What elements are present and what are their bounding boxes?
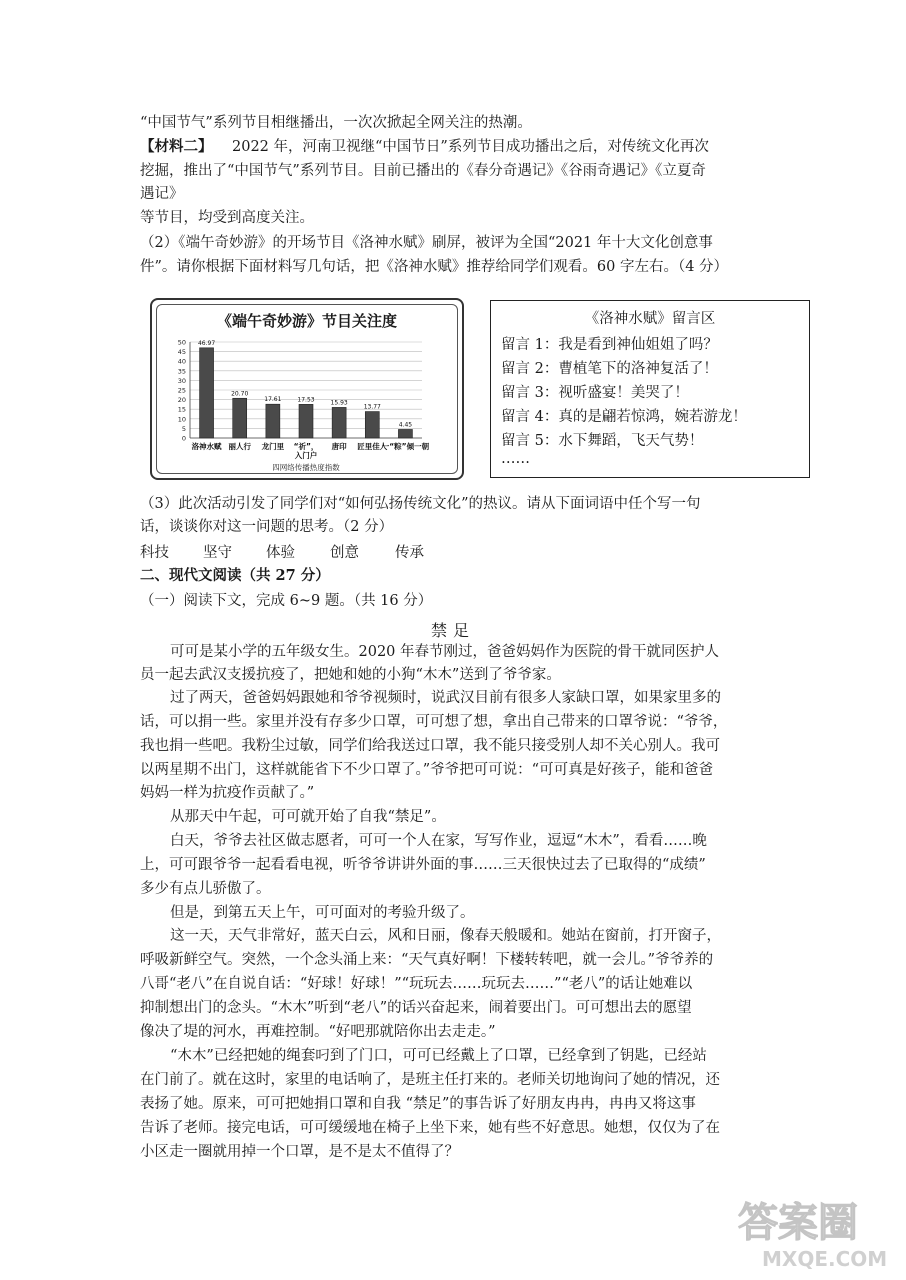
article-title: 禁足: [430, 621, 475, 640]
y-tick-label: 40: [177, 357, 186, 366]
bar: [398, 429, 412, 438]
story-line: 从那天中午起，可可就开始了自我“禁足”。: [170, 809, 446, 825]
bar-value-label: 17.53: [297, 396, 315, 404]
y-tick-label: 25: [177, 386, 186, 395]
y-tick-label: 15: [177, 405, 186, 414]
text-line: “中国节气”系列节目相继播出，一次次掀起全网关注的热潮。: [140, 115, 532, 131]
y-tick-label: 35: [177, 367, 186, 376]
question-2-line: （2）《端午奇妙游》的开场节目《洛神水赋》刷屏，被评为全国“2021 年十大文化创意事: [140, 235, 713, 251]
story-line: 抑制想出门的念头。“木木”听到“老八”的话兴奋起来，闹着要出门。可可想出去的愿望: [140, 1000, 692, 1016]
story-line: 白天，爷爷去社区做志愿者，可可一个人在家，写写作业，逗逗“木木”，看看……晚: [170, 833, 707, 849]
material-two-label: 【材料二】: [140, 138, 213, 155]
y-tick-label: 45: [177, 348, 186, 357]
comment-item: 留言 3：视听盛宴！美哭了！: [501, 385, 689, 401]
story-line: 员一起去武汉支援抗疫了，把她和她的小狗“木木”送到了爷爷家。: [140, 667, 561, 683]
comment-item: 留言 5：水下舞蹈，飞天气势！: [501, 433, 704, 449]
y-tick-label: 10: [177, 415, 186, 424]
text-line: 遇记》: [140, 186, 184, 202]
section-heading: 二、现代文阅读（共 27 分）: [140, 567, 330, 584]
story-line: 可可是某小学的五年级女生。2020 年春节刚过，爸爸妈妈作为医院的骨干就同医护人: [170, 644, 720, 660]
bar: [365, 412, 379, 438]
story-line: 但是，到第五天上午，可可面对的考验升级了。: [170, 905, 475, 921]
y-tick-label: 50: [177, 338, 186, 347]
story-line: 八哥“老八”在自说自话：“好球！好球！”“玩玩去……玩玩去……”“老八”的话让她难以: [140, 976, 693, 992]
story-line: 多少有点儿骄傲了。: [140, 881, 271, 897]
category-label: “祈”，: [293, 442, 319, 451]
story-line: 表扬了她。原来，可可把她捐口罩和自我 “禁足”的事告诉了好朋友冉冉，冉冉又将这事: [140, 1096, 696, 1112]
bar: [332, 407, 346, 438]
question-3-line: 话，谈谈你对这一问题的思考。（2 分）: [140, 519, 394, 535]
category-label: 一“粽”倾一朝: [381, 442, 430, 451]
comment-box-title: 《洛神水赋》留言区: [584, 311, 716, 327]
story-line: 像决了堤的河水，再难控制。“好吧那就陪你出去走走。”: [140, 1024, 496, 1040]
question-2-line: 件”。请你根据下面材料写几句话，把《洛神水赋》推荐给同学们观看。60 字左右。（4 分）: [140, 259, 729, 275]
category-label: 丽人行: [228, 442, 251, 451]
y-tick-label: 30: [177, 376, 186, 385]
category-label: 龙门里: [261, 442, 285, 451]
bar: [200, 348, 214, 438]
story-line: 小区走一圈就用掉一个口罩，是不是太不值得了？: [140, 1144, 459, 1160]
y-tick-label: 5: [181, 424, 186, 433]
story-line: 以两星期不出门，这样就能省下不少口罩了。”爷爷把可可说：“可可真是好孩子，能和爸爸: [140, 762, 714, 778]
watermark-logo: [732, 1186, 892, 1272]
comment-box: [490, 300, 810, 478]
bar: [266, 404, 280, 438]
option-word: 传承: [395, 545, 424, 561]
chart-frame: [150, 298, 464, 480]
watermark-text-en: MXQE.COM: [762, 1247, 888, 1271]
bar-value-label: 13.77: [363, 403, 381, 411]
story-line: 这一天，天气非常好，蓝天白云，风和日丽，像春天般暖和。她站在窗前，打开窗子，: [170, 928, 721, 944]
bar-value-label: 20.70: [231, 390, 249, 398]
watermark-text-cn: 答案圈: [738, 1200, 858, 1246]
story-line: 在门前了。就在这时，家里的电话响了，是班主任打来的。老师关切地询问了她的情况，还: [140, 1072, 720, 1088]
chart-title: 《端午奇妙游》节目关注度: [216, 312, 397, 330]
story-line: 告诉了老师。接完电话，可可缓缓地在椅子上坐下来，她有些不好意思。她想，仅仅为了在: [140, 1120, 720, 1136]
bar-value-label: 15.93: [330, 399, 348, 407]
comment-item: 留言 2：曹植笔下的洛神复活了！: [501, 361, 718, 377]
comment-more: ……: [501, 451, 530, 467]
question-3-line: （3）此次活动引发了同学们对“如何弘扬传统文化”的热议。请从下面词语中任个写一句: [140, 496, 701, 512]
story-line: 我也捐一些吧。我粉尘过敏，同学们给我送过口罩，我不能只接受别人却不关心别人。我可: [140, 738, 720, 754]
story-line: “木木”已经把她的绳套叼到了门口，可可已经戴上了口罩，已经拿到了钥匙，已经站: [170, 1048, 707, 1064]
x-axis-label: 四网络传播热度指数: [272, 463, 340, 472]
story-line: 话，可以捐一些。家里并没有存多少口罩，可可想了想，拿出自己带来的口罩爷说：“爷爷，: [140, 714, 728, 730]
bar-value-label: 46.97: [197, 339, 216, 347]
y-tick-label: 20: [177, 396, 186, 405]
option-word: 坚守: [203, 545, 232, 561]
story-line: 上，可可跟爷爷一起看看电视，听爷爷讲讲外面的事……三天很快过去了已取得的“成绩”: [140, 857, 706, 873]
category-label: 唐印: [331, 442, 347, 451]
category-label: 入门户: [294, 451, 318, 460]
text-line: 等节目，均受到高度关注。: [140, 210, 314, 226]
bar-value-label: 17.61: [264, 396, 282, 404]
bar-chart: [152, 300, 466, 482]
bar: [299, 404, 313, 438]
option-word: 科技: [140, 545, 169, 561]
story-line: 妈妈一样为抗疫作贡献了。”: [140, 785, 315, 801]
bar: [233, 398, 247, 438]
comment-item: 留言 1：我是看到神仙姐姐了吗？: [501, 337, 718, 353]
text-line: 2022 年，河南卫视继“中国节日”系列节目成功播出之后，对传统文化再次: [232, 139, 709, 155]
option-word: 体验: [266, 545, 295, 561]
option-word: 创意: [330, 545, 359, 561]
comment-item: 留言 4：真的是翩若惊鸿，婉若游龙！: [501, 409, 747, 425]
story-line: 呼吸新鲜空气。突然，一个念头涌上来：“天气真好啊！下楼转转吧，就一会儿。”爷爷养的: [140, 952, 714, 968]
category-label: 匠里佳人: [357, 442, 388, 451]
category-label: 洛神水赋: [191, 442, 222, 451]
story-line: 过了两天，爸爸妈妈跟她和爷爷视频时，说武汉目前有很多人家缺口罩，如果家里多的: [170, 690, 721, 706]
section-subheading: （一）阅读下文，完成 6~9 题。（共 16 分）: [140, 593, 433, 609]
text-line: 挖掘，推出了“中国节气”系列节目。目前已播出的《春分奇遇记》《谷雨奇遇记》《立夏奇: [140, 163, 706, 179]
y-tick-label: 0: [181, 434, 186, 443]
bar-value-label: 4.45: [398, 421, 413, 429]
